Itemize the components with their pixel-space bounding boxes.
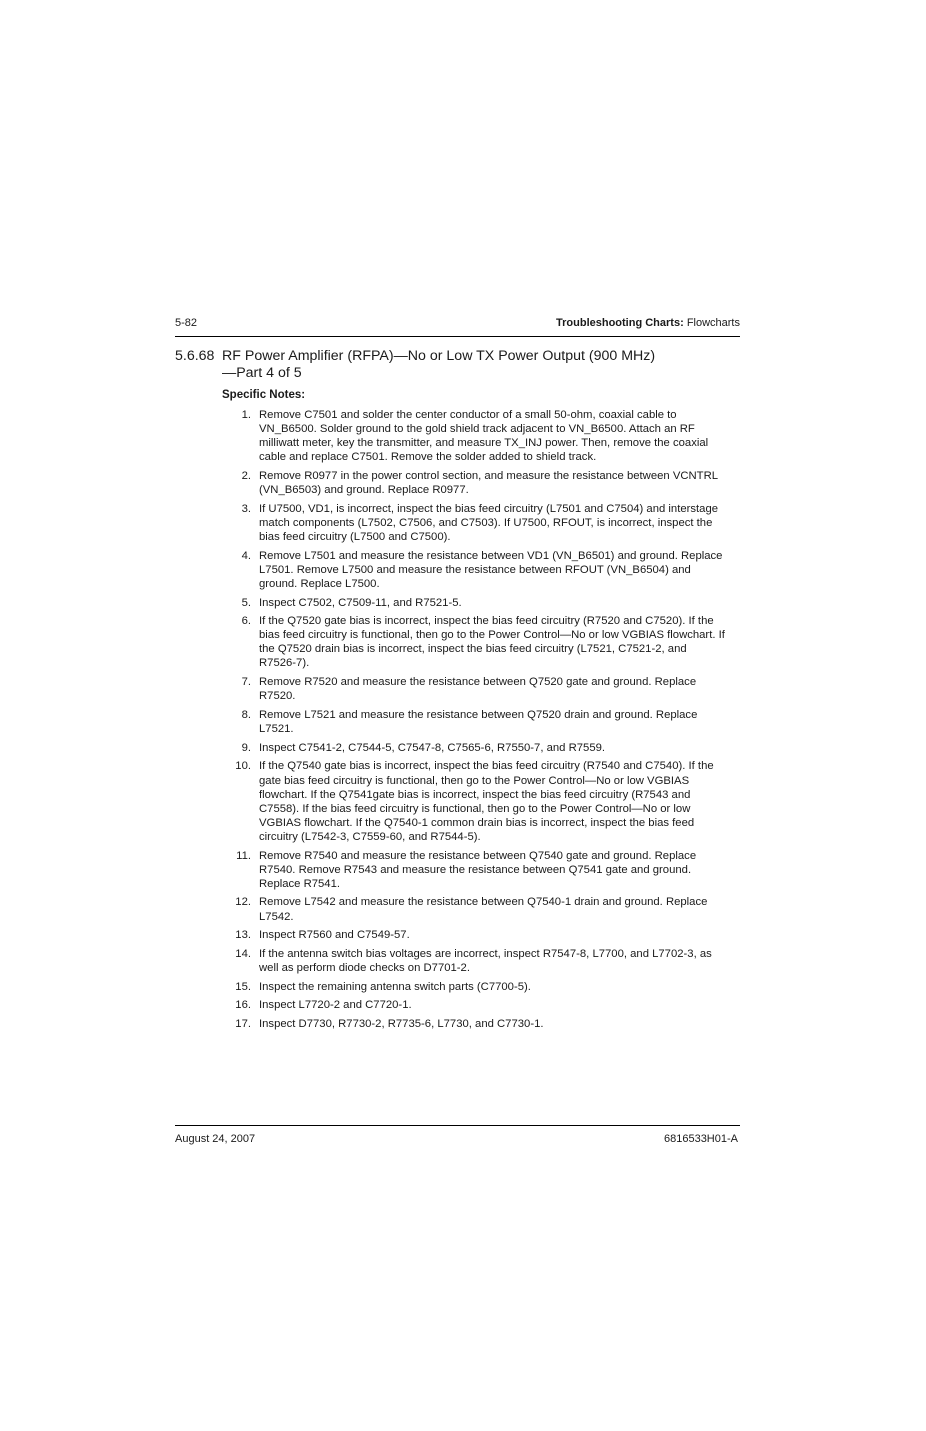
note-item: [222, 469, 742, 497]
note-item: [222, 759, 742, 844]
note-text-line: flowchart. If the Q7541gate bias is incorrect, inspect the bias feed circuitry (R7543 and: [259, 788, 691, 801]
note-number: 7.: [241, 676, 251, 689]
note-text-line: Inspect D7730, R7730-2, R7735-6, L7730, and C7730-1.: [259, 1018, 544, 1031]
note-item: [222, 928, 742, 942]
note-text-line: L7542.: [259, 910, 294, 923]
document-number: 6816533H01-A: [663, 1133, 738, 1145]
note-text-line: match components (L7502, C7506, and C7503). If U7500, RFOUT, is incorrect, inspect the: [259, 516, 713, 529]
note-text: [259, 502, 742, 544]
note-item: [222, 895, 742, 923]
page-footer: [175, 1125, 740, 1145]
note-number: 5.: [241, 596, 251, 609]
note-text-line: Remove L7542 and measure the resistance between Q7540-1 drain and ground. Replace: [259, 896, 708, 909]
note-item: [222, 708, 742, 736]
note-text-line: Remove L7521 and measure the resistance between Q7520 drain and ground. Replace: [259, 708, 698, 721]
note-item: [222, 596, 742, 610]
note-text-line: If the Q7520 gate bias is incorrect, inspect the bias feed circuitry (R7520 and C7520). If the: [259, 615, 714, 628]
note-text-line: If U7500, VD1, is incorrect, inspect the bias feed circuitry (L7501 and C7504) and interstage: [259, 502, 719, 515]
note-number: 6.: [241, 615, 251, 628]
note-text-line: cable and replace C7501. Remove the solder added to shield track.: [259, 451, 597, 464]
note-number: 14.: [235, 947, 251, 960]
note-text: [259, 614, 742, 670]
note-text: [259, 469, 742, 497]
note-text: [259, 549, 742, 591]
note-item: [222, 1017, 742, 1031]
note-text-line: Inspect C7502, C7509-11, and R7521-5.: [259, 596, 462, 609]
note-text-line: circuitry (L7542-3, C7559-60, and R7544-5).: [259, 830, 481, 843]
note-text-line: VN_B6500. Solder ground to the gold shield track adjacent to VN_B6500. Attach an RF: [259, 423, 695, 436]
note-text-line: R7526-7).: [259, 657, 310, 670]
page-header: [175, 316, 740, 337]
note-text: [259, 408, 742, 464]
note-text: [259, 980, 742, 994]
note-text-line: Inspect L7720-2 and C7720-1.: [259, 999, 412, 1012]
note-text: [259, 895, 742, 923]
note-text: [259, 849, 742, 891]
note-text-line: Inspect the remaining antenna switch parts (C7700-5).: [259, 980, 531, 993]
note-text-line: VGBIAS flowchart. If the Q7540-1 common drain bias is incorrect, inspect the bias feed: [259, 816, 695, 829]
section-title-line-2: —Part 4 of 5: [222, 365, 302, 381]
note-text-line: Remove R7540 and measure the resistance between Q7540 gate and ground. Replace: [259, 849, 697, 862]
note-text-line: L7521.: [259, 723, 294, 736]
note-text: [259, 596, 742, 610]
note-text: [259, 928, 742, 942]
specific-notes-label: Specific Notes:: [222, 389, 306, 401]
note-number: 2.: [241, 469, 251, 482]
note-number: 11.: [236, 849, 251, 862]
running-title-topic: Flowcharts: [686, 317, 740, 329]
note-item: [222, 849, 742, 891]
note-item: [222, 502, 742, 544]
note-text-line: C7558). If the bias feed circuitry is functional, then go to the Power Control—No or low: [259, 802, 691, 815]
section-heading: [175, 348, 745, 382]
note-item: [222, 980, 742, 994]
note-item: [222, 614, 742, 670]
note-number: 12.: [235, 896, 251, 909]
note-number: 10.: [235, 760, 251, 773]
note-text-line: Replace R7541.: [259, 877, 341, 890]
note-text-line: bias feed circuitry is functional, then go to the Power Control—No or low VGBIAS flowchart. If: [259, 629, 725, 642]
note-text: [259, 998, 742, 1012]
note-number: 17.: [235, 1018, 251, 1031]
footer-date: August 24, 2007: [175, 1133, 256, 1145]
note-text-line: (VN_B6503) and ground. Replace R0977.: [259, 484, 469, 497]
note-text-line: Inspect R7560 and C7549-57.: [259, 929, 410, 942]
note-text-line: R7520.: [259, 690, 296, 703]
note-number: 16.: [235, 999, 251, 1012]
note-item: [222, 549, 742, 591]
note-item: [222, 998, 742, 1012]
note-number: 1.: [241, 409, 251, 421]
note-number: 8.: [241, 708, 251, 721]
note-text: [259, 759, 742, 844]
section-number: 5.6.68: [175, 348, 215, 364]
note-text-line: Remove C7501 and solder the center conductor of a small 50-ohm, coaxial cable to: [259, 409, 677, 421]
note-number: 15.: [235, 980, 251, 993]
note-text-line: Remove R7520 and measure the resistance between Q7520 gate and ground. Replace: [259, 676, 697, 689]
specific-notes-list: [222, 408, 742, 1036]
note-text: [259, 1017, 742, 1031]
note-text-line: If the Q7540 gate bias is incorrect, inspect the bias feed circuitry (R7540 and C7540). If the: [259, 760, 714, 773]
note-text-line: Inspect C7541-2, C7544-5, C7547-8, C7565-6, R7550-7, and R7559.: [259, 741, 606, 754]
note-text-line: R7540. Remove R7543 and measure the resistance between Q7541 gate and ground.: [259, 863, 692, 876]
note-text: [259, 741, 742, 755]
note-text-line: bias feed circuitry (L7500 and C7500).: [259, 530, 451, 543]
note-text-line: L7501. Remove L7500 and measure the resistance between RFOUT (VN_B6504) and: [259, 563, 691, 576]
note-text-line: ground. Replace L7500.: [259, 577, 380, 590]
note-text-line: milliwatt meter, key the transmitter, and measure TX_INJ power. Then, remove the coaxial: [259, 437, 709, 450]
note-text-line: Remove R0977 in the power control section, and measure the resistance between VCNTRL: [259, 469, 719, 482]
note-item: [222, 675, 742, 703]
note-text-line: the Q7520 drain bias is incorrect, inspect the bias feed circuitry (L7521, C7521-2, and: [259, 643, 687, 656]
note-text-line: If the antenna switch bias voltages are incorrect, inspect R7547-8, L7700, and L7702-3, as: [259, 947, 712, 960]
note-number: 3.: [241, 502, 251, 515]
note-text-line: Remove L7501 and measure the resistance between VD1 (VN_B6501) and ground. Replace: [259, 549, 723, 562]
note-number: 9.: [241, 741, 251, 754]
note-item: [222, 741, 742, 755]
note-number: 4.: [241, 549, 251, 562]
page-number: 5-82: [175, 317, 198, 329]
note-number: 13.: [235, 929, 251, 942]
note-item: [222, 947, 742, 975]
section-title-line-1: RF Power Amplifier (RFPA)—No or Low TX Power Output (900 MHz): [222, 348, 656, 364]
note-text-line: well as perform diode checks on D7701-2.: [259, 962, 470, 974]
note-text: [259, 675, 742, 703]
note-item: [222, 408, 742, 464]
note-text: [259, 947, 742, 975]
note-text: [259, 708, 742, 736]
running-title-chapter: Troubleshooting Charts:: [556, 317, 684, 329]
note-text-line: gate bias feed circuitry is functional, then go to the Power Control—No or low VGBIAS: [259, 774, 690, 787]
running-title: [556, 317, 740, 329]
